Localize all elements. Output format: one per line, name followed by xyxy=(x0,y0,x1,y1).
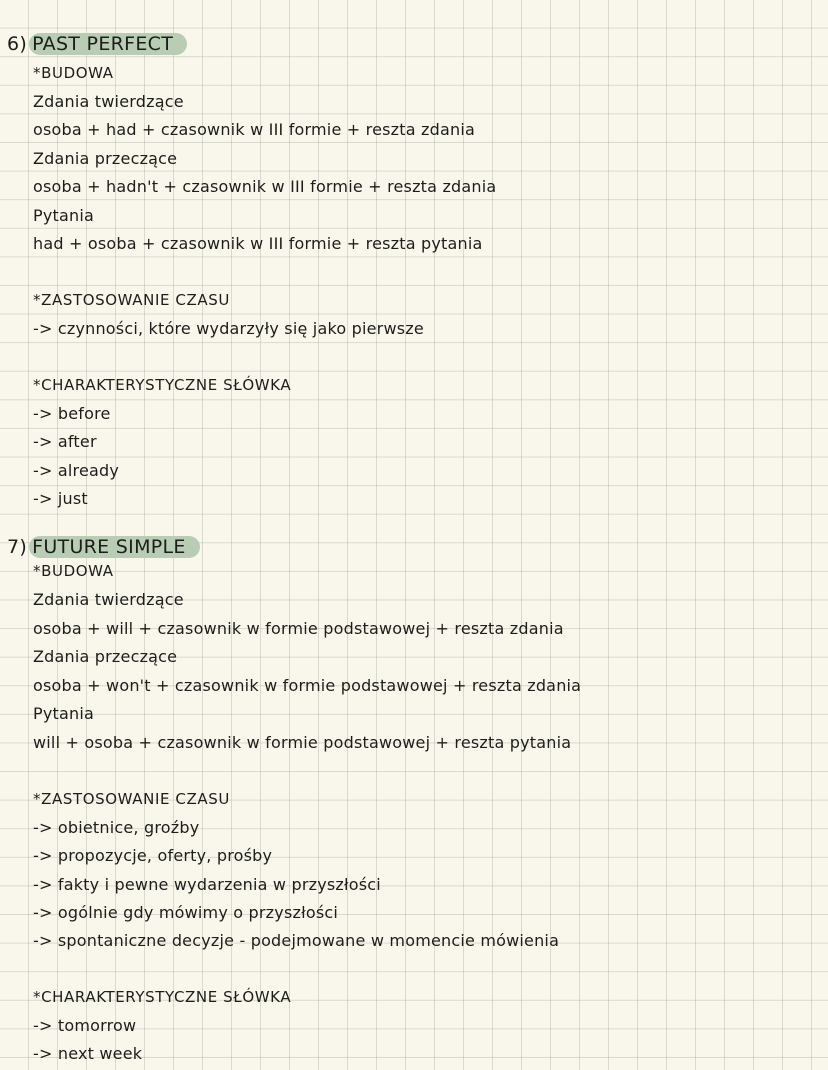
section-heading-past-perfect xyxy=(7,33,187,55)
budowa-label: *BUDOWA xyxy=(33,562,114,580)
usage-item: -> propozycje, oferty, prośby xyxy=(33,846,273,865)
keywords-label: *CHARAKTERYSTYCZNE SŁÓWKA xyxy=(33,988,292,1006)
keywords-label: *CHARAKTERYSTYCZNE SŁÓWKA xyxy=(33,376,292,394)
keyword-item: -> already xyxy=(33,461,120,480)
keyword-item: -> tomorrow xyxy=(33,1016,137,1035)
budowa-label: *BUDOWA xyxy=(33,64,114,82)
usage-item: -> spontaniczne decyzje - podejmowane w momencie mówienia xyxy=(33,931,560,950)
section-title-highlight: PAST PERFECT xyxy=(29,33,187,55)
section-title-highlight: FUTURE SIMPLE xyxy=(29,536,200,558)
section-number: 6) xyxy=(7,33,28,55)
usage-label: *ZASTOSOWANIE CZASU xyxy=(33,790,230,808)
keyword-item: -> before xyxy=(33,404,111,423)
usage-item: -> fakty i pewne wydarzenia w przyszłości xyxy=(33,875,381,894)
usage-label: *ZASTOSOWANIE CZASU xyxy=(33,291,230,309)
negative-label: Zdania przeczące xyxy=(33,647,178,666)
question-label: Pytania xyxy=(33,206,94,225)
keyword-item: -> just xyxy=(33,489,88,508)
negative-formula: osoba + won't + czasownik w formie podstawowej + reszta zdania xyxy=(33,676,582,695)
negative-label: Zdania przeczące xyxy=(33,149,178,168)
section-number: 7) xyxy=(7,536,28,558)
affirmative-label: Zdania twierdzące xyxy=(33,590,184,609)
affirmative-formula: osoba + will + czasownik w formie podstawowej + reszta zdania xyxy=(33,619,564,638)
usage-item: -> czynności, które wydarzyły się jako pierwsze xyxy=(33,319,424,338)
question-formula: will + osoba + czasownik w formie podstawowej + reszta pytania xyxy=(33,733,572,752)
negative-formula: osoba + hadn't + czasownik w III formie + reszta zdania xyxy=(33,177,497,196)
question-formula: had + osoba + czasownik w III formie + reszta pytania xyxy=(33,234,483,253)
usage-item: -> obietnice, groźby xyxy=(33,818,200,837)
usage-item: -> ogólnie gdy mówimy o przyszłości xyxy=(33,903,338,922)
question-label: Pytania xyxy=(33,704,94,723)
section-heading-future-simple xyxy=(7,536,200,558)
affirmative-label: Zdania twierdzące xyxy=(33,92,184,111)
keyword-item: -> after xyxy=(33,432,97,451)
keyword-item: -> next week xyxy=(33,1044,143,1063)
affirmative-formula: osoba + had + czasownik w III formie + reszta zdania xyxy=(33,120,475,139)
